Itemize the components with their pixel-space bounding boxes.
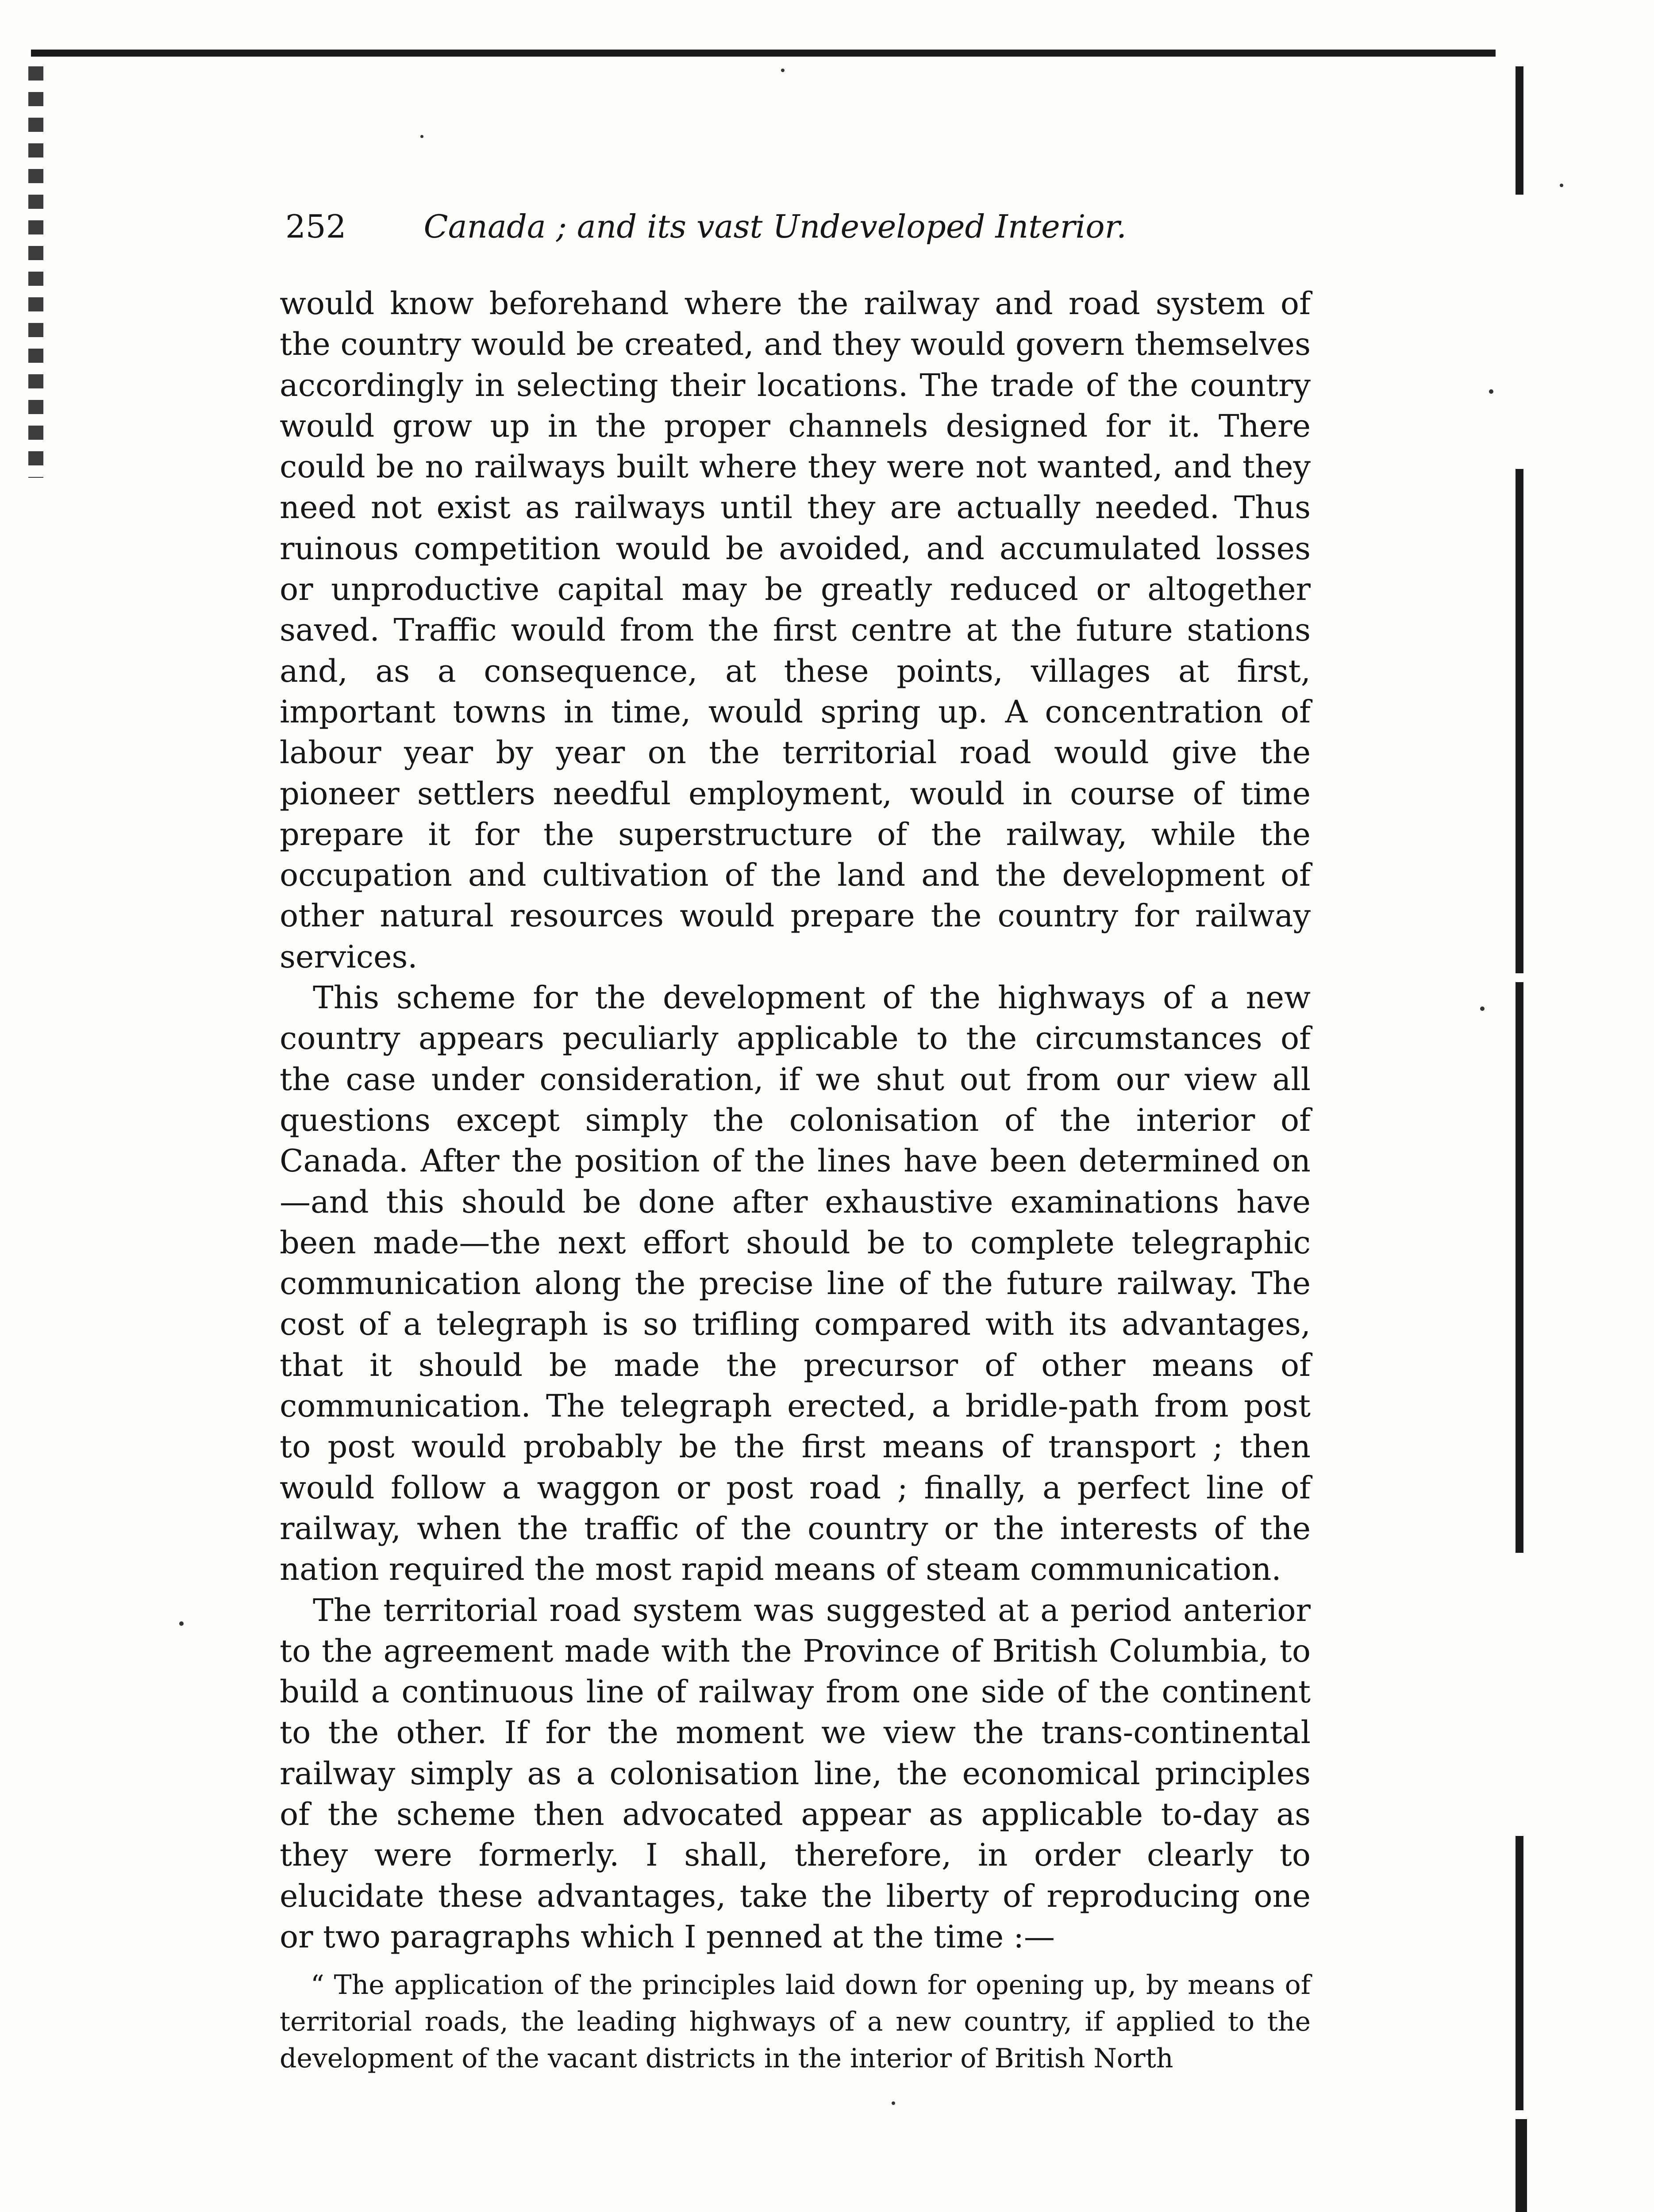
- scan-speck: [1489, 389, 1493, 394]
- scan-speck: [892, 2101, 895, 2105]
- right-margin-bar: [1516, 982, 1523, 1553]
- left-margin-binding-marks: [28, 66, 43, 478]
- scan-speck: [420, 135, 423, 138]
- running-title: Canada ; and its vast Undeveloped Interior.: [423, 208, 1127, 245]
- scan-speck: [179, 1621, 184, 1626]
- running-head: [285, 208, 1392, 257]
- top-border-rule: [31, 50, 1496, 57]
- right-margin-bar: [1516, 66, 1523, 195]
- right-margin-bar: [1516, 1836, 1523, 2110]
- paragraph: The territorial road system was suggested at a period anterior to the agreement made with the Province of British Columbia, to build a continuous line of railway from one side of the continent to the other. If for the moment we view the trans-continental railway simply as a colonisation line, the economical principles of the scheme then advocated appear as applicable to-day as they were formerly. I shall, therefore, in order clearly to elucidate these advantages, take the liberty of reproducing one or two paragraphs which I penned at the time :—: [280, 1592, 1311, 1955]
- paragraph: This scheme for the development of the highways of a new country appears peculiarly applicable to the circumstances of the case under consideration, if we shut out from our view all questions except simply the colonisation of the interior of Canada. After the position of the lines have been determined on—and this should be done after exhaustive examinations have been made—the next effort should be to complete telegraphic communication along the precise line of the future railway. The cost of a telegraph is so trifling compared with its advantages, that it should be made the precursor of other means of communication. The telegraph erected, a bridle-path from post to post would probably be the first means of transport ; then would follow a waggon or post road ; finally, a perfect line of railway, when the traffic of the country or the interests of the nation required the most rapid means of steam communication.: [280, 979, 1311, 1588]
- scan-speck: [1480, 1006, 1485, 1011]
- block-quote: “ The application of the principles laid down for opening up, by means of territorial roads, the leading highways of a new country, if applied to the development of the vacant districts in the interior of British North: [280, 1970, 1311, 2074]
- right-margin-bar: [1516, 2119, 1527, 2212]
- scan-speck: [1560, 184, 1563, 187]
- scan-speck: [781, 69, 785, 72]
- page-number: 252: [285, 208, 346, 245]
- body-text: [280, 283, 1311, 2077]
- paragraph: would know beforehand where the railway and road system of the country would be created, and they would govern themselves accordingly in selecting their locations. The trade of the country would grow up in the proper channels designed for it. There could be no railways built where they were not wanted, and they need not exist as railways until they are actually needed. Thus ruinous competition would be avoided, and accumulated losses or unproductive capital may be greatly reduced or altogether saved. Traffic would from the first centre at the future stations and, as a consequence, at these points, villages at first, important towns in time, would spring up. A concentration of labour year by year on the territorial road would give the pioneer settlers needful employment, would in course of time prepare it for the superstructure of the railway, while the occupation and cultivation of the land and the development of other natural resources would prepare the country for railway services.: [280, 285, 1311, 975]
- right-margin-bar: [1516, 469, 1523, 973]
